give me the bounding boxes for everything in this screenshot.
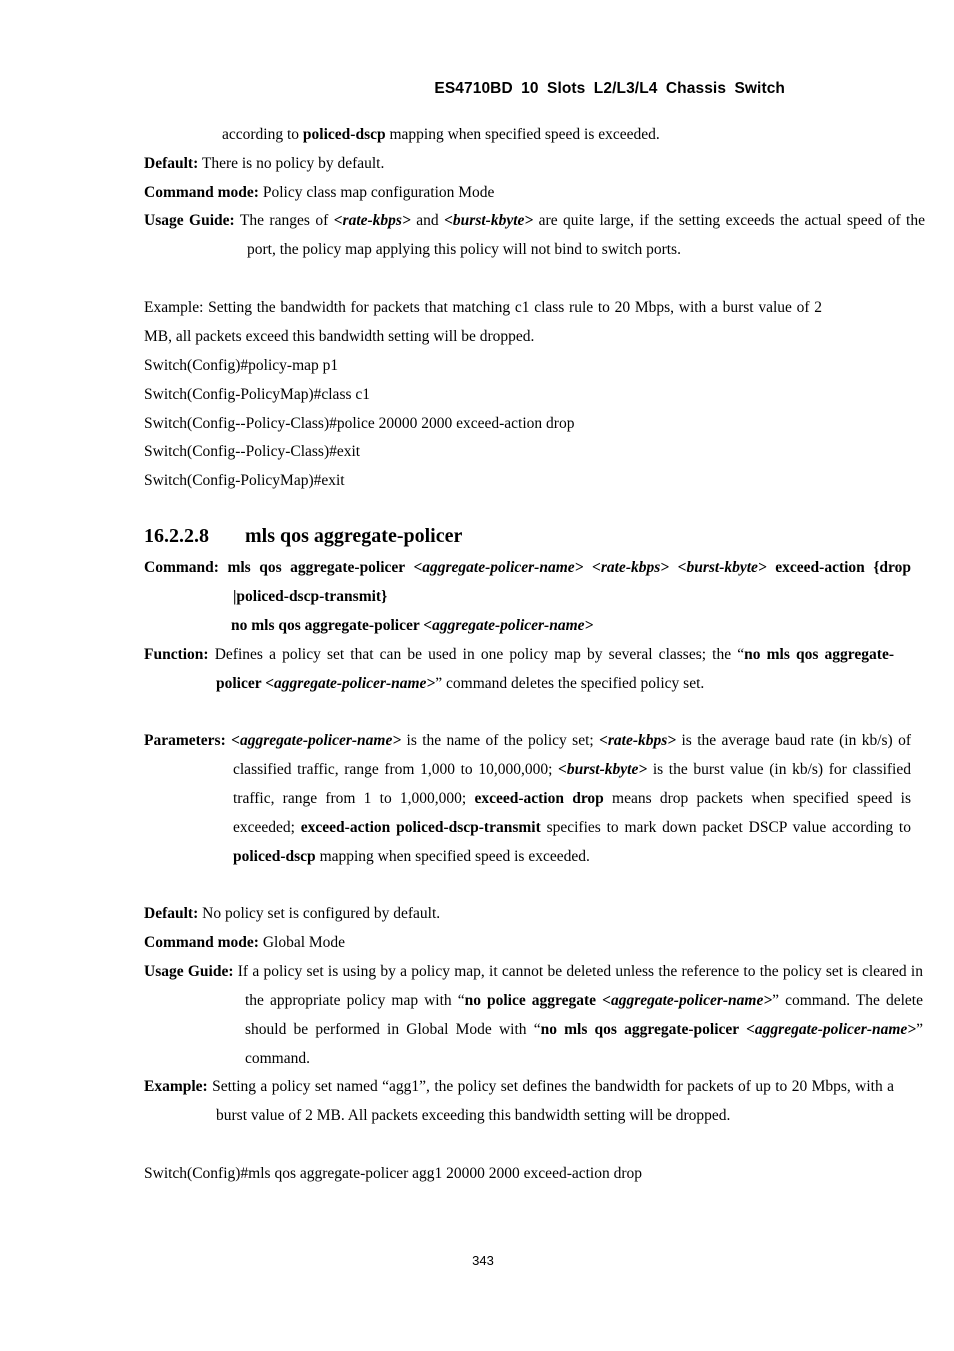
command-text: no mls qos aggregate-policer	[216, 646, 894, 692]
cli-line: Switch(Config--Policy-Class)#exit	[144, 443, 361, 460]
command-paragraph	[144, 553, 911, 611]
parameter-name: <burst-kbyte>	[558, 761, 648, 778]
field-value: Global Mode	[258, 934, 346, 951]
command-text: no police aggregate	[464, 992, 603, 1009]
field-label: Command mode:	[144, 184, 259, 201]
field-label: Command:	[144, 559, 219, 576]
keyword: policed-dscp	[233, 848, 316, 865]
no-command-line	[231, 616, 593, 636]
field-label: Parameters:	[144, 732, 226, 749]
field-value: Policy class map configuration Mode	[258, 184, 495, 201]
continued-paragraph	[222, 125, 660, 145]
field-value: There is no policy by default.	[198, 155, 385, 172]
keyword: exceed-action drop	[474, 790, 604, 807]
usage-guide-paragraph	[144, 957, 923, 1073]
command-text: no mls qos aggregate-policer	[540, 1021, 747, 1038]
cli-line: Switch(Config)#policy-map p1	[144, 357, 339, 374]
cli-line: Switch(Config)#mls qos aggregate-policer agg1 20000 2000 exceed-action drop	[144, 1165, 643, 1182]
parameter-name: <aggregate-policer-name>	[602, 992, 773, 1009]
keyword: policed-dscp	[302, 126, 386, 143]
command-text: no mls qos aggregate-policer	[231, 617, 424, 634]
field-label: Example:	[144, 1078, 208, 1095]
default-line	[144, 154, 384, 174]
text-run: If a policy set is using by a policy map, it cannot be deleted unless the reference to the policy set is cleared in the appropriate policy map with “	[233, 963, 923, 1009]
parameter-name: <aggregate-policer-name>	[265, 675, 436, 692]
parameter-name: <burst-kbyte>	[677, 559, 767, 576]
text-run: is the name of the policy set;	[401, 732, 600, 749]
text-run: means drop packets when specified speed is exceeded;	[233, 790, 912, 836]
page-number: 343	[472, 1253, 494, 1268]
text-run: ” command.	[245, 1021, 924, 1067]
command-mode-line	[144, 933, 345, 953]
text-run	[583, 559, 592, 576]
field-label: Usage Guide:	[144, 963, 234, 980]
field-label: Usage Guide:	[144, 212, 235, 229]
field-label: Command mode:	[144, 934, 259, 951]
field-value: No policy set is configured by default.	[198, 905, 441, 922]
text-run: ” command deletes the specified policy set.	[435, 675, 705, 692]
text-run: mapping when specified speed is exceeded.	[315, 848, 590, 865]
text-run: mapping when specified speed is exceeded.	[385, 126, 660, 143]
field-label: Default:	[144, 155, 199, 172]
usage-guide-paragraph	[144, 206, 925, 264]
keyword: exceed-action policed-dscp-transmit	[300, 819, 541, 836]
text-run: Defines a policy set that can be used in one policy map by several classes; the “	[208, 646, 745, 663]
example-paragraph: Example: Setting the bandwidth for packets that matching c1 class rule to 20 Mbps, with a burst value of 2 MB, all packets exceed this bandwidth setting will be dropped.	[144, 299, 822, 345]
command-text: exceed-action {drop |policed-dscp-transmit}	[233, 559, 912, 605]
cli-line: Switch(Config-PolicyMap)#exit	[144, 472, 345, 489]
example-paragraph	[144, 1072, 894, 1130]
running-header: ES4710BD 10 Slots L2/L3/L4 Chassis Switch	[434, 80, 785, 97]
parameter-name: <rate-kbps>	[592, 559, 670, 576]
command-mode-line	[144, 183, 494, 203]
parameter-name: <aggregate-policer-name>	[746, 1021, 917, 1038]
parameter-name: <rate-kbps>	[599, 732, 677, 749]
section-number: 16.2.2.8	[144, 525, 209, 547]
section-title: mls qos aggregate-policer	[245, 525, 463, 547]
command-text: mls qos aggregate-policer	[218, 559, 414, 576]
parameter-name: <aggregate-policer-name>	[231, 732, 402, 749]
text-run: The ranges of	[234, 212, 334, 229]
text-run: is the average baud rate (in kb/s) of classified traffic, range from 1,000 to 10,000,000;	[233, 732, 911, 778]
section-heading	[144, 522, 462, 550]
cli-line: Switch(Config--Policy-Class)#police 20000 2000 exceed-action drop	[144, 415, 575, 432]
field-label: Default:	[144, 905, 199, 922]
parameters-paragraph	[144, 726, 911, 871]
parameter-name: <rate-kbps>	[333, 212, 411, 229]
text-run: ” command. The delete should be performed in Global Mode with “	[245, 992, 923, 1038]
text-run: according to	[222, 126, 303, 143]
text-run: specifies to mark down packet DSCP value according to	[540, 819, 911, 836]
text-run: are quite large, if the setting exceeds the actual speed of the port, the policy map applying this policy will not bind to switch ports.	[247, 212, 925, 258]
cli-line: Switch(Config-PolicyMap)#class c1	[144, 386, 371, 403]
function-paragraph	[144, 640, 894, 698]
parameter-name: <aggregate-policer-name>	[413, 559, 584, 576]
default-line	[144, 904, 440, 924]
text-run: is the burst value (in kb/s) for classified traffic, range from 1 to 1,000,000;	[233, 761, 911, 807]
parameter-name: <burst-kbyte>	[444, 212, 534, 229]
text-run: and	[410, 212, 445, 229]
field-label: Function:	[144, 646, 209, 663]
parameter-name: <aggregate-policer-name>	[423, 617, 594, 634]
text-run	[669, 559, 678, 576]
text-run: Setting a policy set named “agg1”, the policy set defines the bandwidth for packets of up to 20 Mbps, with a burst value of 2 MB. All packets exceeding this bandwidth setting will be dropped.	[207, 1078, 894, 1124]
